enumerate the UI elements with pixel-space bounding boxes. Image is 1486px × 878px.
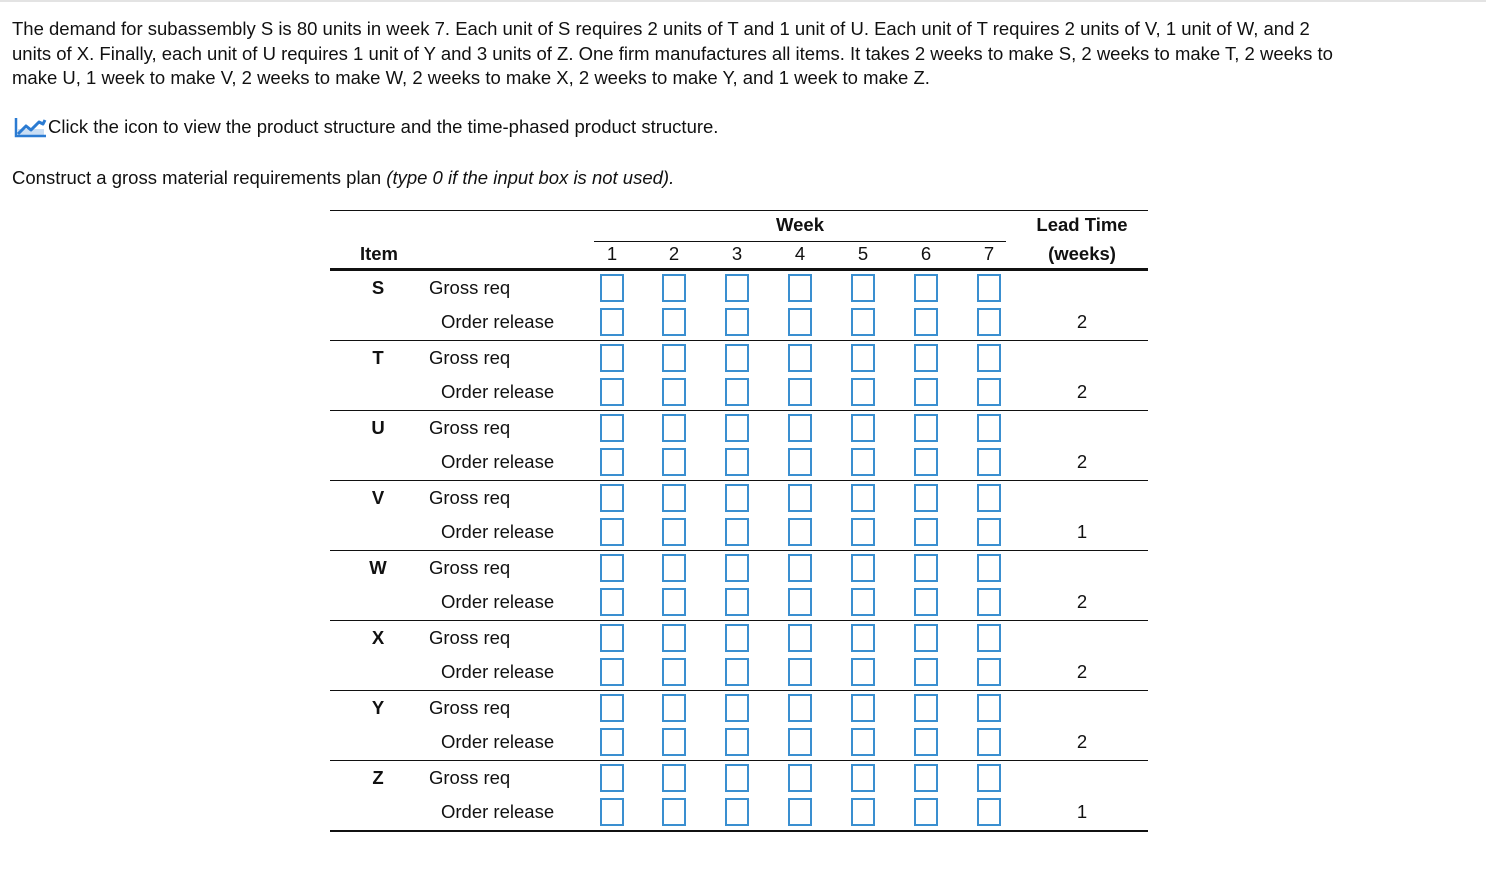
gross-req-input[interactable] <box>977 274 1001 302</box>
item-label: Y <box>371 697 385 718</box>
lead-time-value: 2 <box>1076 311 1088 332</box>
lead-time-value: 2 <box>1076 731 1088 752</box>
item-label: S <box>371 277 385 298</box>
instruction-note: (type 0 if the input box is not used). <box>386 167 675 188</box>
order-release-input[interactable] <box>725 798 749 826</box>
order-release-input[interactable] <box>977 798 1001 826</box>
gross-req-label: Gross req <box>429 417 511 438</box>
item-group-rule <box>330 340 1148 341</box>
gross-req-input[interactable] <box>788 414 812 442</box>
lead-time-value: 1 <box>1076 521 1088 542</box>
item-group-rule <box>330 550 1148 551</box>
gross-req-input[interactable] <box>725 344 749 372</box>
order-release-input[interactable] <box>600 588 624 616</box>
item-label: U <box>371 417 385 438</box>
gross-req-input[interactable] <box>662 414 686 442</box>
week-column-header: 2 <box>668 243 680 264</box>
order-release-input[interactable] <box>851 798 875 826</box>
order-release-label: Order release <box>441 661 555 682</box>
gross-req-input[interactable] <box>662 694 686 722</box>
mrp-table <box>330 210 1148 832</box>
order-release-input[interactable] <box>914 308 938 336</box>
gross-req-input[interactable] <box>851 764 875 792</box>
order-release-input[interactable] <box>914 798 938 826</box>
gross-req-input[interactable] <box>851 414 875 442</box>
order-release-input[interactable] <box>851 728 875 756</box>
order-release-input[interactable] <box>662 518 686 546</box>
order-release-input[interactable] <box>914 728 938 756</box>
order-release-input[interactable] <box>914 518 938 546</box>
gross-req-input[interactable] <box>725 624 749 652</box>
order-release-input[interactable] <box>600 798 624 826</box>
gross-req-input[interactable] <box>662 624 686 652</box>
gross-req-input[interactable] <box>662 764 686 792</box>
gross-req-input[interactable] <box>600 694 624 722</box>
gross-req-input[interactable] <box>914 274 938 302</box>
gross-req-input[interactable] <box>725 484 749 512</box>
item-group-rule <box>330 760 1148 761</box>
gross-req-input[interactable] <box>914 484 938 512</box>
order-release-input[interactable] <box>725 378 749 406</box>
order-release-label: Order release <box>441 521 555 542</box>
gross-req-label: Gross req <box>429 487 511 508</box>
gross-req-input[interactable] <box>851 694 875 722</box>
gross-req-input[interactable] <box>914 414 938 442</box>
gross-req-input[interactable] <box>977 554 1001 582</box>
order-release-input[interactable] <box>600 378 624 406</box>
instruction-text: Construct a gross material requirements plan <box>12 167 387 188</box>
item-label: X <box>371 627 385 648</box>
order-release-input[interactable] <box>851 448 875 476</box>
order-release-input[interactable] <box>662 378 686 406</box>
gross-req-input[interactable] <box>788 764 812 792</box>
order-release-input[interactable] <box>725 308 749 336</box>
gross-req-input[interactable] <box>600 624 624 652</box>
gross-req-input[interactable] <box>977 764 1001 792</box>
gross-req-input[interactable] <box>788 554 812 582</box>
gross-req-input[interactable] <box>725 694 749 722</box>
gross-req-input[interactable] <box>725 414 749 442</box>
order-release-input[interactable] <box>788 378 812 406</box>
gross-req-input[interactable] <box>977 624 1001 652</box>
order-release-label: Order release <box>441 451 555 472</box>
gross-req-input[interactable] <box>851 624 875 652</box>
gross-req-input[interactable] <box>600 344 624 372</box>
order-release-input[interactable] <box>977 658 1001 686</box>
order-release-label: Order release <box>441 801 555 822</box>
gross-req-input[interactable] <box>788 624 812 652</box>
gross-req-input[interactable] <box>914 764 938 792</box>
lead-time-value: 2 <box>1076 381 1088 402</box>
lead-time-value: 1 <box>1076 801 1088 822</box>
order-release-input[interactable] <box>725 658 749 686</box>
gross-req-input[interactable] <box>788 344 812 372</box>
gross-req-input[interactable] <box>977 484 1001 512</box>
order-release-input[interactable] <box>851 588 875 616</box>
week-column-header: 6 <box>920 243 932 264</box>
order-release-input[interactable] <box>788 448 812 476</box>
problem-line-3: make U, 1 week to make V, 2 weeks to make W, 2 weeks to make X, 2 weeks to make Y, and 1 week to make Z. <box>12 67 930 88</box>
gross-req-input[interactable] <box>725 554 749 582</box>
order-release-input[interactable] <box>725 588 749 616</box>
gross-req-label: Gross req <box>429 627 511 648</box>
order-release-input[interactable] <box>977 588 1001 616</box>
item-group-rule <box>330 480 1148 481</box>
gross-req-label: Gross req <box>429 697 511 718</box>
order-release-input[interactable] <box>725 728 749 756</box>
gross-req-input[interactable] <box>600 554 624 582</box>
gross-req-input[interactable] <box>851 344 875 372</box>
order-release-input[interactable] <box>662 588 686 616</box>
item-label: V <box>371 487 385 508</box>
gross-req-input[interactable] <box>977 414 1001 442</box>
item-group-rule <box>330 690 1148 691</box>
gross-req-input[interactable] <box>600 274 624 302</box>
order-release-input[interactable] <box>600 518 624 546</box>
item-header: Item <box>359 243 399 264</box>
order-release-input[interactable] <box>977 448 1001 476</box>
order-release-input[interactable] <box>662 798 686 826</box>
product-structure-link-text: Click the icon to view the product structure and the time-phased product structure. <box>48 116 719 137</box>
order-release-input[interactable] <box>914 658 938 686</box>
order-release-input[interactable] <box>788 588 812 616</box>
problem-line-1: The demand for subassembly S is 80 units in week 7. Each unit of S requires 2 units of T and 1 unit of U. Each unit of T requires 2 units of V, 1 unit of W, and 2 <box>12 18 1310 39</box>
header-bottom-rule <box>330 268 1148 271</box>
item-label: T <box>372 347 384 368</box>
week-header: Week <box>776 214 824 235</box>
item-group-rule <box>330 410 1148 411</box>
order-release-input[interactable] <box>662 658 686 686</box>
gross-req-input[interactable] <box>600 764 624 792</box>
gross-req-input[interactable] <box>914 554 938 582</box>
lead-time-value: 2 <box>1076 661 1088 682</box>
lead-time-value: 2 <box>1076 591 1088 612</box>
order-release-label: Order release <box>441 311 555 332</box>
product-structure-link-row <box>12 114 718 140</box>
week-column-header: 5 <box>857 243 869 264</box>
gross-req-input[interactable] <box>914 624 938 652</box>
gross-req-input[interactable] <box>600 414 624 442</box>
instruction <box>12 166 674 190</box>
order-release-input[interactable] <box>662 448 686 476</box>
gross-req-input[interactable] <box>600 484 624 512</box>
order-release-input[interactable] <box>788 798 812 826</box>
week-column-header: 3 <box>731 243 743 264</box>
gross-req-input[interactable] <box>725 764 749 792</box>
lead-time-value: 2 <box>1076 451 1088 472</box>
gross-req-label: Gross req <box>429 557 511 578</box>
gross-req-input[interactable] <box>662 344 686 372</box>
order-release-label: Order release <box>441 591 555 612</box>
order-release-input[interactable] <box>788 658 812 686</box>
gross-req-input[interactable] <box>851 274 875 302</box>
order-release-input[interactable] <box>914 378 938 406</box>
order-release-input[interactable] <box>788 518 812 546</box>
order-release-input[interactable] <box>600 728 624 756</box>
table-top-rule <box>330 210 1148 211</box>
order-release-input[interactable] <box>725 518 749 546</box>
order-release-input[interactable] <box>977 518 1001 546</box>
gross-req-label: Gross req <box>429 277 511 298</box>
order-release-label: Order release <box>441 381 555 402</box>
order-release-input[interactable] <box>600 658 624 686</box>
gross-req-input[interactable] <box>788 694 812 722</box>
order-release-input[interactable] <box>914 448 938 476</box>
gross-req-input[interactable] <box>725 274 749 302</box>
order-release-input[interactable] <box>851 378 875 406</box>
item-group-rule <box>330 830 1148 832</box>
gross-req-input[interactable] <box>914 694 938 722</box>
gross-req-input[interactable] <box>977 694 1001 722</box>
week-header-rule <box>594 241 1006 242</box>
order-release-input[interactable] <box>851 658 875 686</box>
week-column-header: 1 <box>606 243 618 264</box>
order-release-input[interactable] <box>788 728 812 756</box>
gross-req-input[interactable] <box>662 554 686 582</box>
problem-line-2: units of X. Finally, each unit of U requires 1 unit of Y and 3 units of Z. One firm manufactures all items. It takes 2 weeks to make S, 2 weeks to make T, 2 weeks to <box>12 42 1333 64</box>
gross-req-label: Gross req <box>429 347 511 368</box>
gross-req-input[interactable] <box>851 484 875 512</box>
order-release-input[interactable] <box>725 448 749 476</box>
item-label: Z <box>372 767 384 788</box>
week-column-header: 4 <box>794 243 806 264</box>
gross-req-input[interactable] <box>788 274 812 302</box>
item-group-rule <box>330 620 1148 621</box>
order-release-input[interactable] <box>600 308 624 336</box>
gross-req-input[interactable] <box>662 274 686 302</box>
week-column-header: 7 <box>983 243 995 264</box>
order-release-input[interactable] <box>977 308 1001 336</box>
order-release-input[interactable] <box>788 308 812 336</box>
gross-req-input[interactable] <box>788 484 812 512</box>
order-release-input[interactable] <box>662 728 686 756</box>
gross-req-input[interactable] <box>851 554 875 582</box>
item-label: W <box>369 557 387 578</box>
order-release-input[interactable] <box>914 588 938 616</box>
problem-statement <box>12 17 1474 91</box>
order-release-label: Order release <box>441 731 555 752</box>
gross-req-input[interactable] <box>914 344 938 372</box>
gross-req-label: Gross req <box>429 767 511 788</box>
order-release-input[interactable] <box>977 378 1001 406</box>
lead-time-header: Lead Time <box>1036 214 1128 235</box>
chart-line-icon[interactable] <box>12 114 48 140</box>
order-release-input[interactable] <box>977 728 1001 756</box>
order-release-input[interactable] <box>600 448 624 476</box>
order-release-input[interactable] <box>851 308 875 336</box>
gross-req-input[interactable] <box>977 344 1001 372</box>
order-release-input[interactable] <box>662 308 686 336</box>
gross-req-input[interactable] <box>662 484 686 512</box>
order-release-input[interactable] <box>851 518 875 546</box>
top-divider <box>0 0 1486 2</box>
lead-time-unit-header: (weeks) <box>1048 243 1116 264</box>
